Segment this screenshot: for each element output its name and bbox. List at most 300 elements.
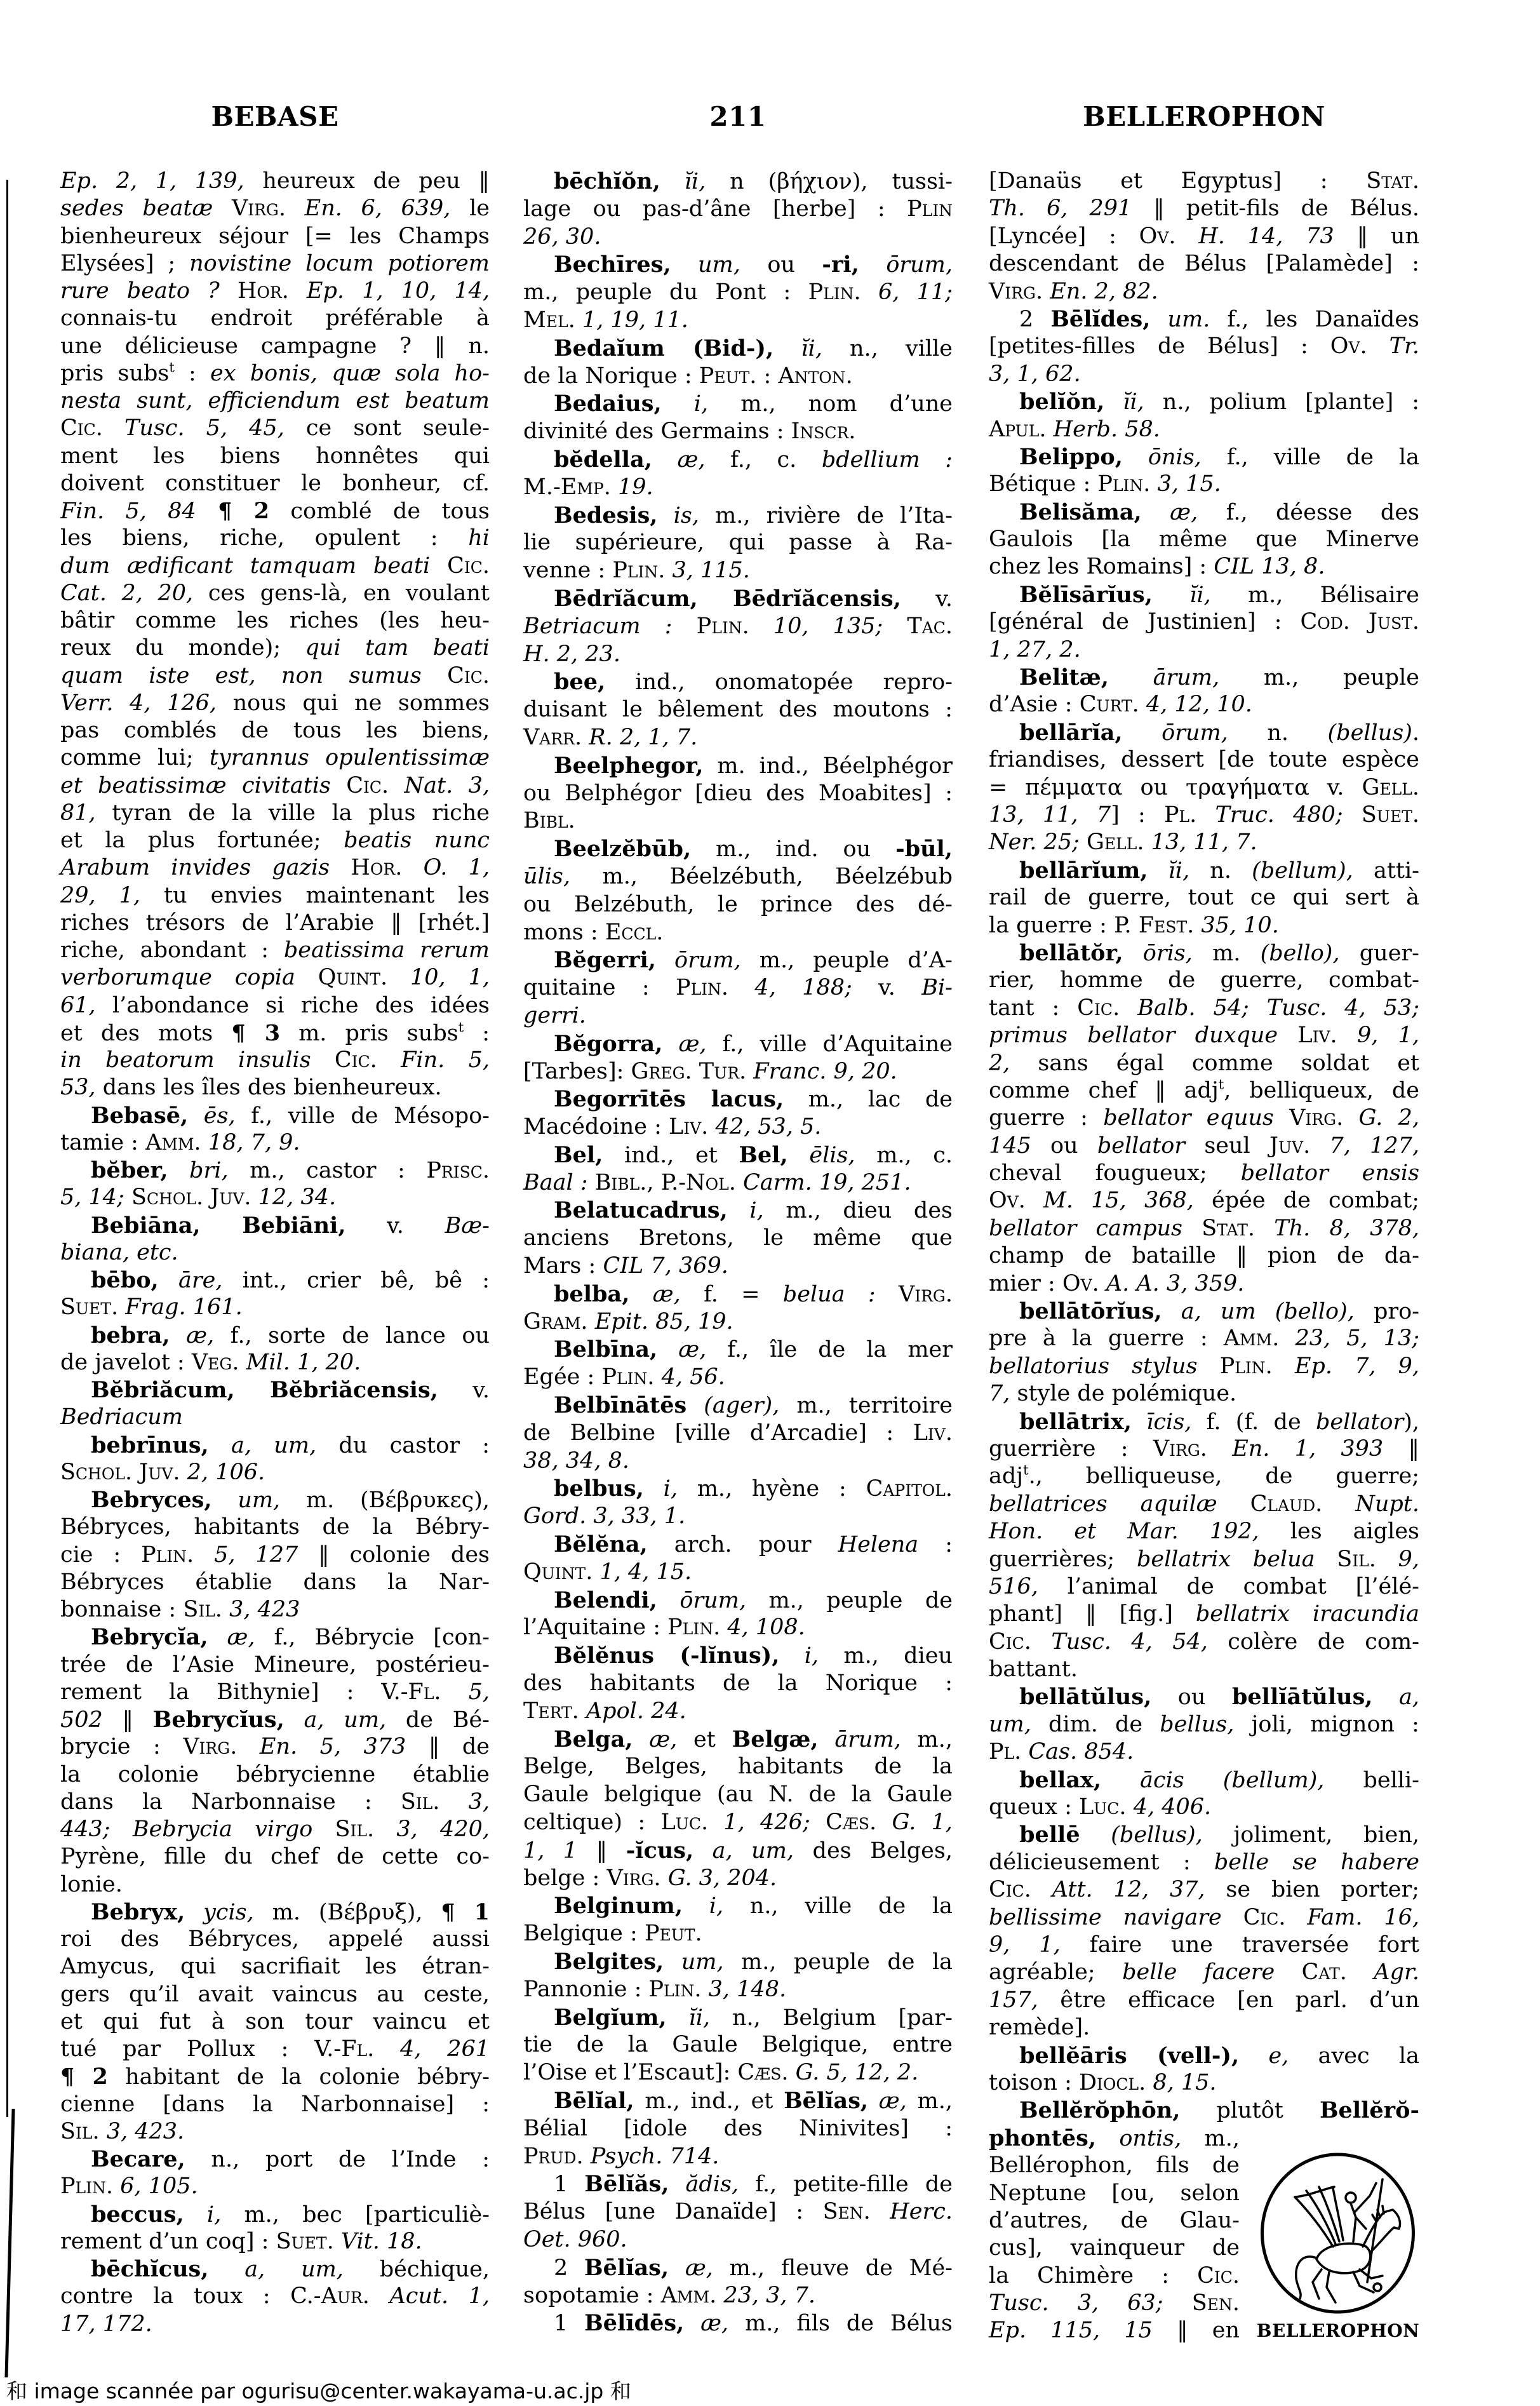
dictionary-line xyxy=(60,1074,490,1101)
text-run: tyran de la ville la plus riche xyxy=(95,800,490,826)
headword: Bĕbriăcum, Bĕbriăcensis, xyxy=(91,1377,438,1403)
italic-text: æ, xyxy=(652,447,706,473)
line-text xyxy=(554,2255,953,2281)
text-run: celtique) : xyxy=(523,1810,661,1836)
italic-text: is, xyxy=(657,502,699,528)
dictionary-line xyxy=(60,497,490,525)
text-run: ou Belzébuth, le prince des dé- xyxy=(523,891,953,917)
author-abbreviation: Cic. xyxy=(60,415,103,441)
headword: Bedaĭum (Bid-), xyxy=(554,335,774,361)
text-run: Pannonie : xyxy=(523,1976,649,2002)
author-abbreviation: Cic. xyxy=(311,1047,377,1073)
text-run: l’Aquitaine : xyxy=(523,1615,668,1641)
dictionary-line xyxy=(989,802,1419,829)
author-abbreviation: M.-Emp. xyxy=(523,474,611,500)
italic-text: i, xyxy=(661,391,709,417)
author-abbreviation: Bibl. xyxy=(523,808,575,834)
dictionary-line xyxy=(989,443,1419,471)
headword: Becare, xyxy=(91,2146,185,2172)
text-run: une délicieuse campagne ? ‖ n. xyxy=(60,333,490,359)
line-text xyxy=(91,1268,490,1293)
text-run: plutôt xyxy=(1180,2098,1320,2124)
text-run: m., lac de xyxy=(784,1087,953,1113)
line-text xyxy=(989,830,1257,855)
dictionary-line xyxy=(60,2228,490,2255)
dictionary-line xyxy=(989,967,1419,994)
text-run: n (βήχιον), tussi- xyxy=(706,169,953,194)
line-text xyxy=(523,1865,777,1891)
line-text xyxy=(989,1160,1419,1186)
author-abbreviation: Suet. xyxy=(60,1294,119,1321)
dictionary-line xyxy=(60,1184,490,1211)
line-text xyxy=(60,1762,490,1787)
dictionary-line xyxy=(523,2170,953,2198)
line-text xyxy=(989,527,1419,552)
line-text xyxy=(989,2290,1240,2316)
line-text xyxy=(523,1559,692,1585)
dictionary-line xyxy=(523,251,953,279)
dictionary-line xyxy=(989,2125,1240,2152)
headword: Beelzĕbūb, xyxy=(554,836,692,863)
italic-text: ex bonis, quæ sola ho- xyxy=(210,360,490,386)
line-text xyxy=(523,975,953,1000)
text-run: joliment, bien, xyxy=(1202,1822,1419,1848)
italic-text: bellissime navigare xyxy=(989,1904,1222,1930)
dictionary-line xyxy=(989,581,1419,608)
dictionary-line xyxy=(989,2235,1240,2262)
line-text xyxy=(523,2116,953,2141)
author-abbreviation: Peut. xyxy=(644,1921,702,1947)
line-text xyxy=(523,1225,953,1251)
italic-text: ūlis, xyxy=(523,863,571,889)
italic-text: 38, 34, 8. xyxy=(523,1448,629,1474)
text-run: n., ville de la xyxy=(723,1893,953,1919)
dictionary-line xyxy=(989,2317,1240,2344)
author-abbreviation: Plin. xyxy=(1197,1353,1273,1379)
dictionary-entry xyxy=(60,1899,490,2146)
dictionary-line xyxy=(523,974,953,1002)
dictionary-entry xyxy=(523,2004,953,2087)
text-run: Bébryces établie dans la Nar- xyxy=(60,1569,490,1595)
text-run: guerrière : xyxy=(989,1435,1153,1462)
italic-text: 8, 15. xyxy=(1146,2069,1217,2095)
line-text xyxy=(989,1519,1419,1544)
text-run: ‖ xyxy=(102,1707,153,1733)
line-text xyxy=(989,2263,1240,2288)
author-abbreviation: Cat. xyxy=(1275,1959,1347,1986)
text-run: colère de com- xyxy=(1207,1629,1419,1655)
line-text xyxy=(60,635,490,661)
dictionary-line xyxy=(523,1809,953,1837)
italic-text: æ, xyxy=(868,2088,907,2114)
dictionary-line xyxy=(989,1766,1419,1794)
text-run: [Lyncée] : xyxy=(989,223,1139,249)
dictionary-entry xyxy=(989,1766,1419,1822)
dictionary-line xyxy=(60,1322,490,1349)
dictionary-entry xyxy=(523,835,953,946)
dictionary-line xyxy=(989,333,1419,360)
text-run: quitaine : xyxy=(523,975,676,1001)
italic-text: 3, 420, xyxy=(374,1817,490,1842)
line-text xyxy=(554,1532,953,1557)
text-run: f. = xyxy=(680,1281,783,1307)
dictionary-line xyxy=(989,195,1419,222)
text-run: Neptune [ou, selon xyxy=(989,2180,1240,2206)
text-run: n., Belgium [par- xyxy=(710,2005,953,2031)
dictionary-line xyxy=(989,2180,1240,2207)
line-text xyxy=(523,530,953,555)
text-run: v. xyxy=(901,586,953,612)
author-abbreviation: Bibl., P.-Nol. xyxy=(587,1169,736,1195)
dictionary-entry xyxy=(523,1085,953,1141)
line-text xyxy=(554,669,953,695)
text-run: riche, abondant : xyxy=(60,938,284,963)
dictionary-line xyxy=(523,724,953,752)
italic-text: a, um, xyxy=(208,1432,317,1458)
text-run: être efficace [en parl. d’un xyxy=(1038,1987,1419,2013)
author-abbreviation: Cic. xyxy=(430,553,490,579)
italic-text: Bi- xyxy=(921,975,953,1001)
text-run: Gaule belgique (au N. de la Gaule xyxy=(523,1782,953,1808)
text-run: m., xyxy=(1181,2125,1240,2151)
line-text xyxy=(989,471,1221,497)
text-run: 1 xyxy=(554,2172,585,2198)
headword: ¶ 2 xyxy=(60,2064,108,2090)
italic-text: Fam. 16, xyxy=(1285,1904,1419,1930)
dictionary-line xyxy=(523,1030,953,1058)
italic-text: Nupt. xyxy=(1322,1491,1419,1517)
italic-text: novistine locum potiorem xyxy=(189,250,490,276)
dictionary-line xyxy=(523,1420,953,1448)
dictionary-line xyxy=(523,2282,953,2310)
text-run: remède]. xyxy=(989,2015,1090,2041)
line-text xyxy=(989,1850,1419,1875)
text-run: d’Asie : xyxy=(989,692,1080,718)
dictionary-line xyxy=(523,1698,953,1726)
line-text xyxy=(1019,1684,1419,1710)
line-text xyxy=(554,1588,953,1613)
author-abbreviation: Mel. xyxy=(523,307,575,333)
italic-text: A. A. 3, 359. xyxy=(1099,1270,1245,1296)
italic-text: Tusc. 3, 63; xyxy=(989,2290,1163,2316)
italic-text: Fin. 5, xyxy=(377,1047,490,1073)
dictionary-line xyxy=(523,2115,953,2143)
italic-text: 29, 1, xyxy=(60,882,141,908)
headword: Bēlĭdes, xyxy=(1050,306,1151,332)
dictionary-line xyxy=(989,1353,1419,1380)
italic-text: i, xyxy=(683,1893,724,1919)
dictionary-line xyxy=(523,668,953,696)
italic-text: æ, xyxy=(633,1726,678,1752)
line-text xyxy=(523,808,575,833)
italic-text: ārum, xyxy=(818,1726,901,1752)
dictionary-entry xyxy=(523,668,953,751)
author-abbreviation: Veg. xyxy=(191,1349,239,1375)
dictionary-entry xyxy=(523,1642,953,1725)
dictionary-line xyxy=(523,1781,953,1809)
dictionary-line xyxy=(989,553,1419,581)
italic-text: 26, 30. xyxy=(523,224,601,250)
dictionary-line xyxy=(523,919,953,947)
dictionary-line xyxy=(989,1932,1419,1959)
dictionary-line xyxy=(989,2014,1419,2041)
italic-text: Apol. 24. xyxy=(579,1698,686,1724)
text-run: ), xyxy=(1403,1409,1419,1435)
text-run: v. xyxy=(345,1213,445,1239)
text-run: Bétique : xyxy=(989,471,1098,497)
italic-text: īcis, xyxy=(1131,1409,1192,1435)
italic-text: bellatrix belua xyxy=(1136,1546,1315,1572)
italic-text: belle facere xyxy=(1122,1959,1275,1986)
author-abbreviation: Pl. xyxy=(989,1739,1022,1765)
text-run: avec la xyxy=(1289,2043,1419,2069)
headword: Bēlĭal, xyxy=(554,2087,634,2114)
text-run: ou xyxy=(740,252,822,278)
dictionary-line xyxy=(60,2173,490,2200)
line-text xyxy=(60,1404,183,1430)
text-run: int., crier bê, bê : xyxy=(222,1268,490,1293)
line-text xyxy=(554,391,953,417)
text-run: m., rivière de l’Ita- xyxy=(699,502,953,528)
line-text xyxy=(554,503,953,528)
dictionary-line xyxy=(989,857,1419,884)
line-text xyxy=(523,1782,953,1807)
line-text xyxy=(60,1982,490,2007)
dictionary-line xyxy=(523,335,953,363)
italic-text: 10, 1, xyxy=(387,965,490,991)
author-abbreviation: Virg. xyxy=(213,196,286,222)
line-text xyxy=(60,553,490,579)
dictionary-line xyxy=(989,1187,1419,1214)
text-run: m., hyène : xyxy=(677,1476,866,1502)
line-text xyxy=(989,1629,1419,1655)
headword: bĕber, xyxy=(91,1157,168,1183)
line-text xyxy=(523,1170,911,1195)
dictionary-entry xyxy=(989,306,1419,388)
text-run: pro- xyxy=(1354,1299,1419,1325)
text-run: de Bé- xyxy=(386,1707,490,1733)
dictionary-line xyxy=(60,580,490,607)
line-text xyxy=(554,1143,953,1168)
text-run: v. xyxy=(438,1378,490,1403)
line-text xyxy=(1019,1822,1419,1848)
dictionary-line xyxy=(523,1503,953,1531)
dictionary-line xyxy=(523,2004,953,2032)
dictionary-line xyxy=(523,863,953,891)
line-text xyxy=(989,417,1160,442)
line-text xyxy=(523,363,853,389)
text-run: ] : xyxy=(1111,802,1164,828)
author-abbreviation: P. Fest. xyxy=(1114,912,1195,938)
headword: -ri, xyxy=(822,252,859,278)
headword: Bebasē, xyxy=(91,1102,189,1129)
headword: Begorrītēs lacus, xyxy=(554,1086,784,1113)
italic-text: O. 1, xyxy=(402,855,490,881)
dictionary-line xyxy=(60,992,490,1019)
text-run: m., xyxy=(901,1726,953,1752)
text-run: bienheureux séjour [= les Champs xyxy=(60,223,490,249)
dictionary-entry xyxy=(60,2255,490,2338)
line-text xyxy=(60,251,490,276)
superscript: t xyxy=(169,360,175,375)
italic-text: i, xyxy=(779,1643,819,1669)
line-text xyxy=(989,333,1419,359)
headword: Bellĕrŏphōn, xyxy=(1019,2097,1181,2124)
text-run: Bellérophon, fils de xyxy=(989,2153,1240,2179)
text-run: [Danaüs et Egyptus] : xyxy=(989,168,1367,194)
italic-text: M. 15, 368, xyxy=(1025,1188,1194,1214)
dictionary-entry xyxy=(60,168,490,1102)
dictionary-line xyxy=(523,1587,953,1615)
headword: Belginum, xyxy=(554,1893,683,1919)
text-run: m., peuple du Pont : xyxy=(523,279,808,306)
text-run: m., ind. ou xyxy=(691,837,896,863)
italic-text: Th. 8, 378, xyxy=(1255,1215,1420,1241)
text-run: ‖ un xyxy=(1334,223,1419,249)
author-abbreviation: Tac. xyxy=(883,613,953,639)
line-text xyxy=(989,1987,1419,2013)
italic-text: bellatrices aquilæ xyxy=(989,1491,1217,1517)
line-text xyxy=(989,802,1419,828)
text-run: arch. pour xyxy=(647,1532,838,1558)
text-run: f., Bébrycie [con- xyxy=(255,1625,490,1651)
line-text xyxy=(1019,500,1419,525)
author-abbreviation: Juv. xyxy=(1269,1132,1311,1159)
text-run: Macédoine : xyxy=(523,1114,669,1140)
headword: Bĕlĕna, xyxy=(554,1531,648,1558)
line-text xyxy=(523,2283,815,2308)
dictionary-line xyxy=(60,1596,490,1623)
dictionary-line xyxy=(989,1298,1419,1325)
text-run: pre à la guerre : xyxy=(989,1326,1224,1352)
author-abbreviation: Greg. Tur. xyxy=(631,1058,747,1084)
line-text xyxy=(60,525,490,551)
line-text xyxy=(91,1323,490,1348)
author-abbreviation: Quint. xyxy=(523,1559,593,1585)
text-run: [petites-filles de Bélus] : xyxy=(989,333,1330,360)
line-text xyxy=(91,1158,490,1183)
author-abbreviation: Sen. xyxy=(822,2199,871,2225)
italic-text: 17, 172. xyxy=(60,2311,152,2337)
text-run: épée de combat; xyxy=(1193,1188,1419,1214)
author-abbreviation: Virg. xyxy=(183,1734,238,1760)
line-text xyxy=(989,554,1325,579)
dictionary-line xyxy=(989,168,1419,195)
text-run: = πέμματα ou τραγήματα v. xyxy=(989,774,1362,800)
dictionary-entry xyxy=(989,499,1419,581)
italic-text: Herb. 58. xyxy=(1046,416,1160,442)
author-abbreviation: Cæs. xyxy=(737,2060,789,2086)
text-run: ou xyxy=(1151,1684,1232,1710)
text-run: Amycus, qui sacrifiait les étran- xyxy=(60,1954,490,1980)
author-abbreviation: Virg. xyxy=(989,278,1043,304)
italic-text: a, um, xyxy=(693,1838,794,1864)
text-run: m., nom d’une xyxy=(708,391,953,417)
dictionary-line xyxy=(60,910,490,937)
dictionary-line xyxy=(989,829,1419,856)
line-text xyxy=(60,1707,490,1733)
author-abbreviation: Plin. xyxy=(676,975,729,1001)
text-run: f., ville d’Aquitaine xyxy=(706,1031,953,1057)
text-run: m., Bélisaire xyxy=(1210,582,1419,608)
line-text xyxy=(1019,941,1419,966)
italic-text: R. 2, 1, 7. xyxy=(582,724,698,750)
author-abbreviation: Sil. xyxy=(60,2118,100,2144)
dictionary-line xyxy=(989,2069,1419,2097)
line-text xyxy=(554,1032,953,1057)
line-text xyxy=(989,747,1419,772)
headword: Bēlīdēs, xyxy=(584,2310,685,2337)
text-run: Bélus [une Danaïde] : xyxy=(523,2199,823,2225)
text-run: roi des Bébryces, appelé aussi xyxy=(60,1926,490,1952)
italic-text: bellus, xyxy=(1160,1711,1235,1737)
author-abbreviation: Cic. xyxy=(330,772,389,798)
line-text xyxy=(989,1463,1419,1489)
line-text xyxy=(60,1926,490,1952)
text-run: la guerre : xyxy=(989,912,1115,938)
text-run: rement d’un coq] : xyxy=(60,2228,276,2254)
dictionary-line xyxy=(523,529,953,557)
dictionary-entry xyxy=(60,1376,490,1432)
dictionary-entry xyxy=(523,502,953,585)
italic-text: Tusc. 5, 45, xyxy=(102,415,285,441)
line-text xyxy=(60,1185,336,1210)
italic-text: En. 1, 393 xyxy=(1207,1435,1384,1462)
dictionary-line xyxy=(989,912,1419,939)
italic-text: 18, 7, 9. xyxy=(201,1129,300,1155)
text-run: f., les Danaïdes xyxy=(1210,306,1420,332)
author-abbreviation: Plin. xyxy=(648,1976,702,2002)
line-text xyxy=(60,800,490,826)
dictionary-entry xyxy=(523,1948,953,2004)
line-text xyxy=(60,415,490,441)
dictionary-line xyxy=(989,1022,1419,1049)
dictionary-entry xyxy=(523,1141,953,1197)
author-abbreviation: Eccl. xyxy=(605,919,664,945)
text-run: Mars : xyxy=(523,1253,603,1279)
dictionary-entry xyxy=(60,1102,490,1157)
line-text xyxy=(554,1949,953,1975)
line-text xyxy=(523,781,953,806)
italic-text: ĭi, xyxy=(666,2005,711,2031)
dictionary-line xyxy=(523,641,953,669)
dictionary-line xyxy=(523,474,953,502)
text-run: Egée : xyxy=(523,1364,602,1390)
dictionary-entry xyxy=(60,1212,490,1267)
line-text xyxy=(989,224,1419,249)
dictionary-line xyxy=(989,1050,1419,1077)
italic-text: bellator xyxy=(1315,1409,1404,1435)
italic-text: bellator xyxy=(1097,1132,1186,1159)
italic-text: āre, xyxy=(158,1268,223,1293)
line-text xyxy=(60,2036,490,2062)
italic-text: 12, 34. xyxy=(251,1185,337,1211)
italic-text: sedes beatæ xyxy=(60,196,213,222)
dictionary-line xyxy=(523,1336,953,1364)
dictionary-line xyxy=(989,1656,1419,1683)
headword: phontēs, xyxy=(989,2125,1097,2151)
text-run: v. xyxy=(852,975,922,1001)
dictionary-entry xyxy=(523,335,953,391)
headword: Bebryces, xyxy=(91,1487,212,1513)
headword: Belendi, xyxy=(554,1587,657,1613)
line-text xyxy=(60,2119,184,2144)
headword: bebra, xyxy=(91,1322,170,1348)
author-abbreviation: Luc. xyxy=(1078,1794,1127,1820)
italic-text: Helena xyxy=(838,1532,919,1558)
italic-text: 3, 148. xyxy=(701,1976,787,2002)
italic-text: ēlis, xyxy=(787,1142,855,1168)
